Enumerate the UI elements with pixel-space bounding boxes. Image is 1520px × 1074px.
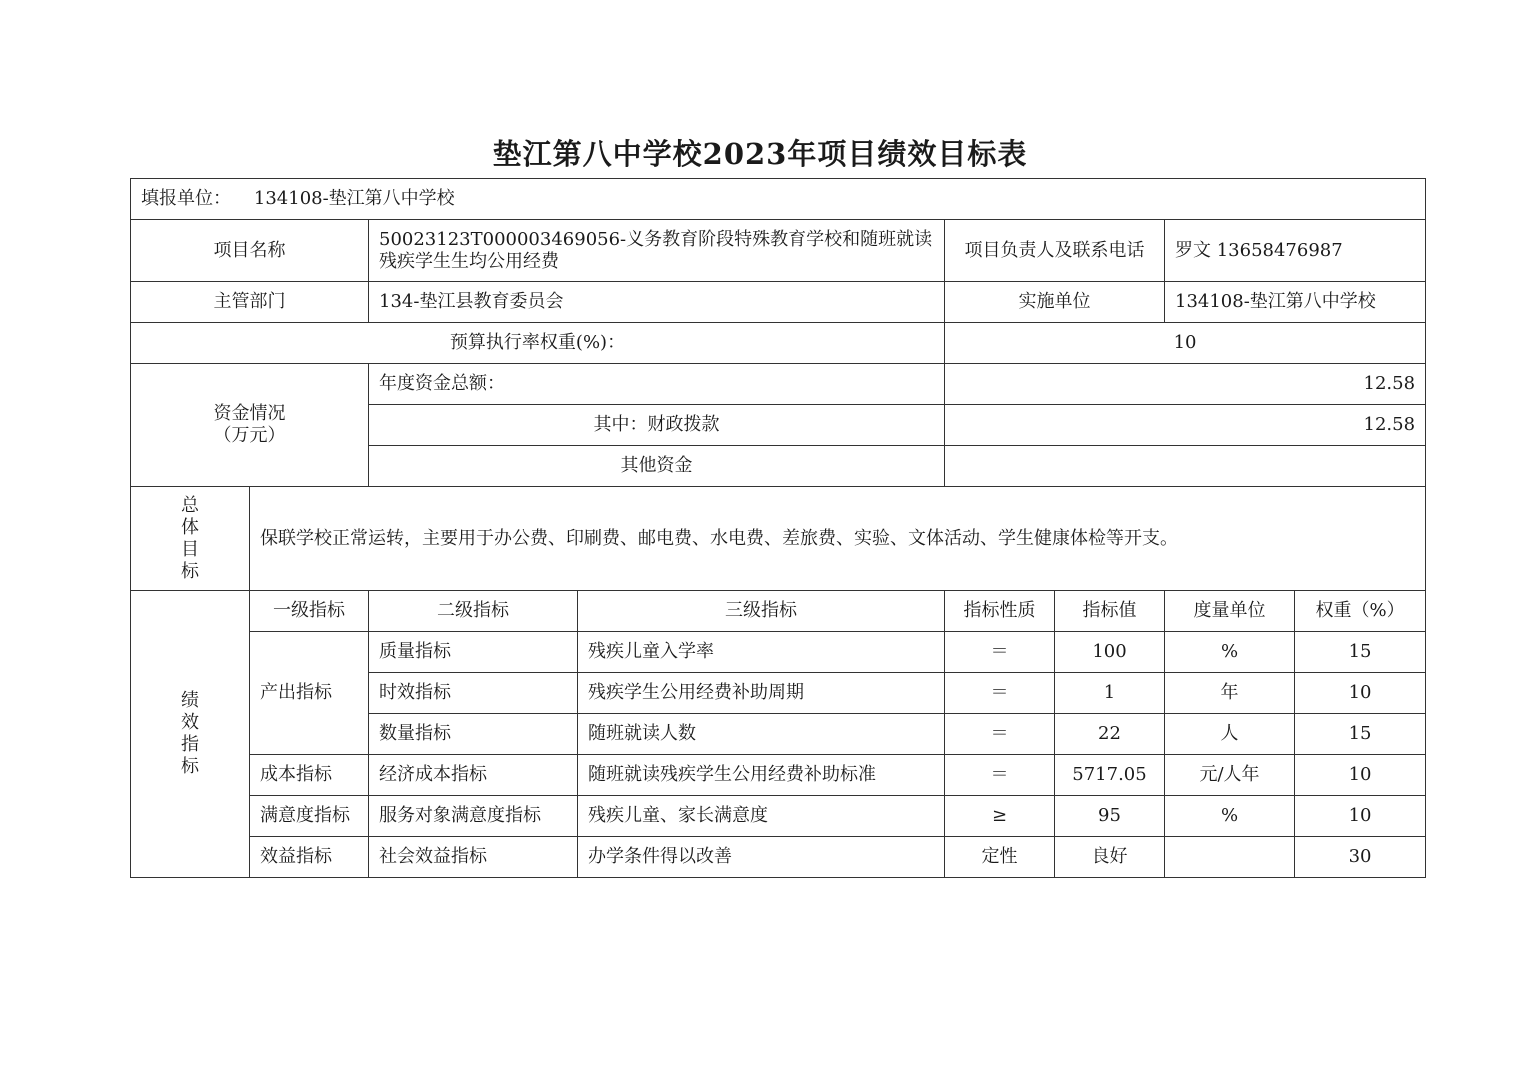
table-row xyxy=(131,755,1426,796)
indicator-label-char: 绩 xyxy=(181,690,199,711)
header-level3: 三级指标 xyxy=(578,591,945,632)
level3-cell: 残疾学生公用经费补助周期 xyxy=(578,673,945,714)
level2-cell: 时效指标 xyxy=(369,673,578,714)
unit-cell: % xyxy=(1165,796,1295,837)
level1-cell: 满意度指标 xyxy=(250,796,369,837)
funds-label xyxy=(131,364,369,487)
weight-cell: 15 xyxy=(1295,632,1426,673)
goal-label-char: 总 xyxy=(181,494,199,516)
nature-cell: 定性 xyxy=(945,837,1055,878)
value-cell: 95 xyxy=(1055,796,1165,837)
level2-cell: 质量指标 xyxy=(369,632,578,673)
header-nature: 指标性质 xyxy=(945,591,1055,632)
level2-cell: 数量指标 xyxy=(369,714,578,755)
performance-table xyxy=(130,178,1426,878)
project-contact-value: 罗文 13658476987 xyxy=(1165,220,1426,282)
unit-cell: 元/人年 xyxy=(1165,755,1295,796)
value-cell: 100 xyxy=(1055,632,1165,673)
funds-other-value xyxy=(945,446,1426,487)
goal-label-char: 目 xyxy=(181,538,199,560)
funds-total-row xyxy=(131,364,1426,405)
value-cell: 5717.05 xyxy=(1055,755,1165,796)
filler-row xyxy=(131,179,1426,220)
department-label: 主管部门 xyxy=(131,282,369,323)
goal-label xyxy=(131,487,250,591)
nature-cell: ＝ xyxy=(945,714,1055,755)
project-name-label: 项目名称 xyxy=(131,220,369,282)
level2-cell: 经济成本指标 xyxy=(369,755,578,796)
weight-cell: 30 xyxy=(1295,837,1426,878)
level1-cell: 成本指标 xyxy=(250,755,369,796)
indicator-header-row xyxy=(131,591,1426,632)
project-row xyxy=(131,220,1426,282)
value-cell: 1 xyxy=(1055,673,1165,714)
header-unit: 度量单位 xyxy=(1165,591,1295,632)
filler-cell xyxy=(131,179,1426,220)
goal-label-char: 标 xyxy=(181,560,199,582)
table-row xyxy=(131,632,1426,673)
funds-total-value: 12.58 xyxy=(945,364,1426,405)
table-row xyxy=(131,796,1426,837)
weight-cell: 15 xyxy=(1295,714,1426,755)
table-row xyxy=(131,837,1426,878)
department-row xyxy=(131,282,1426,323)
funds-total-label: 年度资金总额： xyxy=(369,364,945,405)
header-level1: 一级指标 xyxy=(250,591,369,632)
level1-cell: 效益指标 xyxy=(250,837,369,878)
level3-cell: 随班就读残疾学生公用经费补助标准 xyxy=(578,755,945,796)
page-title: 垫江第八中学校2023年项目绩效目标表 xyxy=(492,137,1028,171)
value-cell: 良好 xyxy=(1055,837,1165,878)
indicator-label-char: 效 xyxy=(181,712,199,733)
weight-cell: 10 xyxy=(1295,673,1426,714)
indicator-label xyxy=(131,591,250,878)
level3-cell: 残疾儿童、家长满意度 xyxy=(578,796,945,837)
funds-fiscal-value: 12.58 xyxy=(945,405,1426,446)
weight-cell: 10 xyxy=(1295,796,1426,837)
goal-label-char: 体 xyxy=(181,516,199,538)
impl-unit-label: 实施单位 xyxy=(945,282,1165,323)
funds-other-label: 其他资金 xyxy=(369,446,945,487)
level2-cell: 服务对象满意度指标 xyxy=(369,796,578,837)
unit-cell: 年 xyxy=(1165,673,1295,714)
unit-cell xyxy=(1165,837,1295,878)
level2-cell: 社会效益指标 xyxy=(369,837,578,878)
indicator-label-char: 标 xyxy=(181,756,199,777)
goal-text: 保联学校正常运转，主要用于办公费、印刷费、邮电费、水电费、差旅费、实验、文体活动、学生健康体检等开支。 xyxy=(250,487,1426,591)
nature-cell: ＝ xyxy=(945,755,1055,796)
level3-cell: 随班就读人数 xyxy=(578,714,945,755)
goal-row xyxy=(131,487,1426,591)
funds-fiscal-label: 其中：财政拨款 xyxy=(369,405,945,446)
budget-rate-label: 预算执行率权重(%)： xyxy=(131,323,945,364)
funds-label-line1: 资金情况 xyxy=(213,403,286,424)
level1-cell: 产出指标 xyxy=(250,632,369,755)
impl-unit-value: 134108-垫江第八中学校 xyxy=(1165,282,1426,323)
department-value: 134-垫江县教育委员会 xyxy=(369,282,945,323)
level3-cell: 残疾儿童入学率 xyxy=(578,632,945,673)
header-value: 指标值 xyxy=(1055,591,1165,632)
budget-rate-value: 10 xyxy=(945,323,1426,364)
filler-value: 134108-垫江第八中学校 xyxy=(253,188,455,209)
weight-cell: 10 xyxy=(1295,755,1426,796)
header-level2: 二级指标 xyxy=(369,591,578,632)
nature-cell: ≥ xyxy=(945,796,1055,837)
unit-cell: 人 xyxy=(1165,714,1295,755)
project-contact-label: 项目负责人及联系电话 xyxy=(945,220,1165,282)
header-weight: 权重（%） xyxy=(1295,591,1426,632)
nature-cell: ＝ xyxy=(945,673,1055,714)
filler-label: 填报单位： xyxy=(141,188,231,209)
nature-cell: ＝ xyxy=(945,632,1055,673)
indicator-label-char: 指 xyxy=(181,734,199,755)
level3-cell: 办学条件得以改善 xyxy=(578,837,945,878)
funds-label-line2: （万元） xyxy=(213,425,286,446)
value-cell: 22 xyxy=(1055,714,1165,755)
budget-rate-row xyxy=(131,323,1426,364)
unit-cell: % xyxy=(1165,632,1295,673)
project-name-value: 50023123T000003469056-义务教育阶段特殊教育学校和随班就读残疾学生生均公用经费 xyxy=(369,220,945,282)
